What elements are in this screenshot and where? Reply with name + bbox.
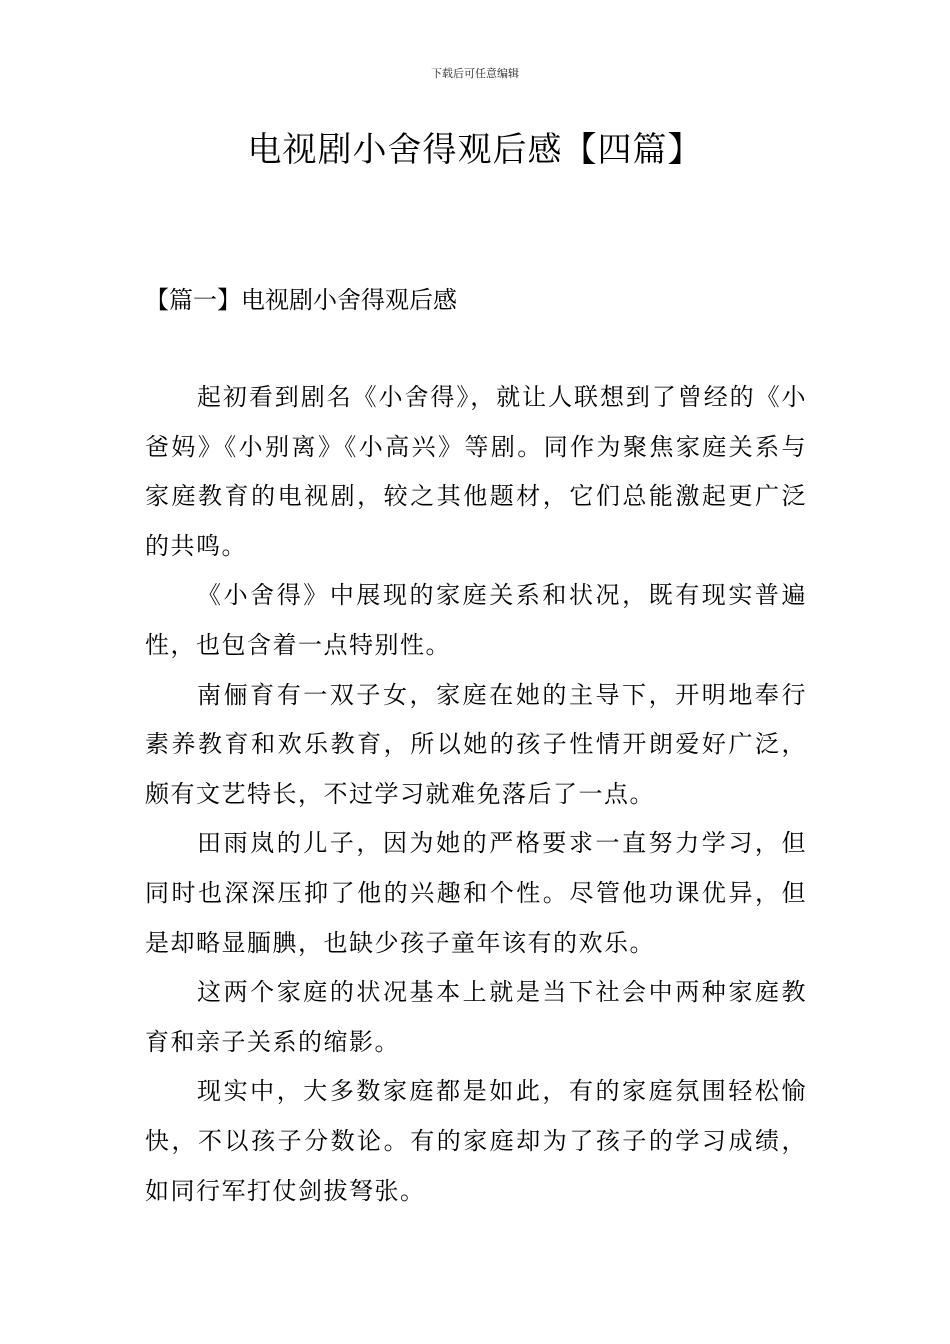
- body-text: [145, 373, 807, 1216]
- section-heading: 【篇一】电视剧小舍得观后感: [145, 286, 457, 314]
- paragraph: 南俪育有一双子女，家庭在她的主导下，开明地奉行素养教育和欢乐教育，所以她的孩子性情开朗爱好广泛，颇有文艺特长，不过学习就难免落后了一点。: [145, 680, 807, 808]
- header-note: 下载后可任意编辑: [431, 67, 519, 80]
- paragraph: 田雨岚的儿子，因为她的严格要求一直努力学习，但同时也深深压抑了他的兴趣和个性。尽管他功课优异，但是却略显腼腆，也缺少孩子童年该有的欢乐。: [145, 829, 807, 957]
- document-title: 电视剧小舍得观后感【四篇】: [247, 130, 703, 170]
- paragraph: 这两个家庭的状况基本上就是当下社会中两种家庭教育和亲子关系的缩影。: [145, 978, 807, 1056]
- paragraph: 起初看到剧名《小舍得》，就让人联想到了曾经的《小爸妈》《小别离》《小高兴》等剧。同作为聚焦家庭关系与家庭教育的电视剧，较之其他题材，它们总能激起更广泛的共鸣。: [145, 383, 807, 560]
- paragraph: 《小舍得》中展现的家庭关系和状况，既有现实普遍性，也包含着一点特别性。: [145, 581, 807, 659]
- paragraph: 现实中，大多数家庭都是如此，有的家庭氛围轻松愉快，不以孩子分数论。有的家庭却为了孩子的学习成绩，如同行军打仗剑拔弩张。: [145, 1077, 807, 1205]
